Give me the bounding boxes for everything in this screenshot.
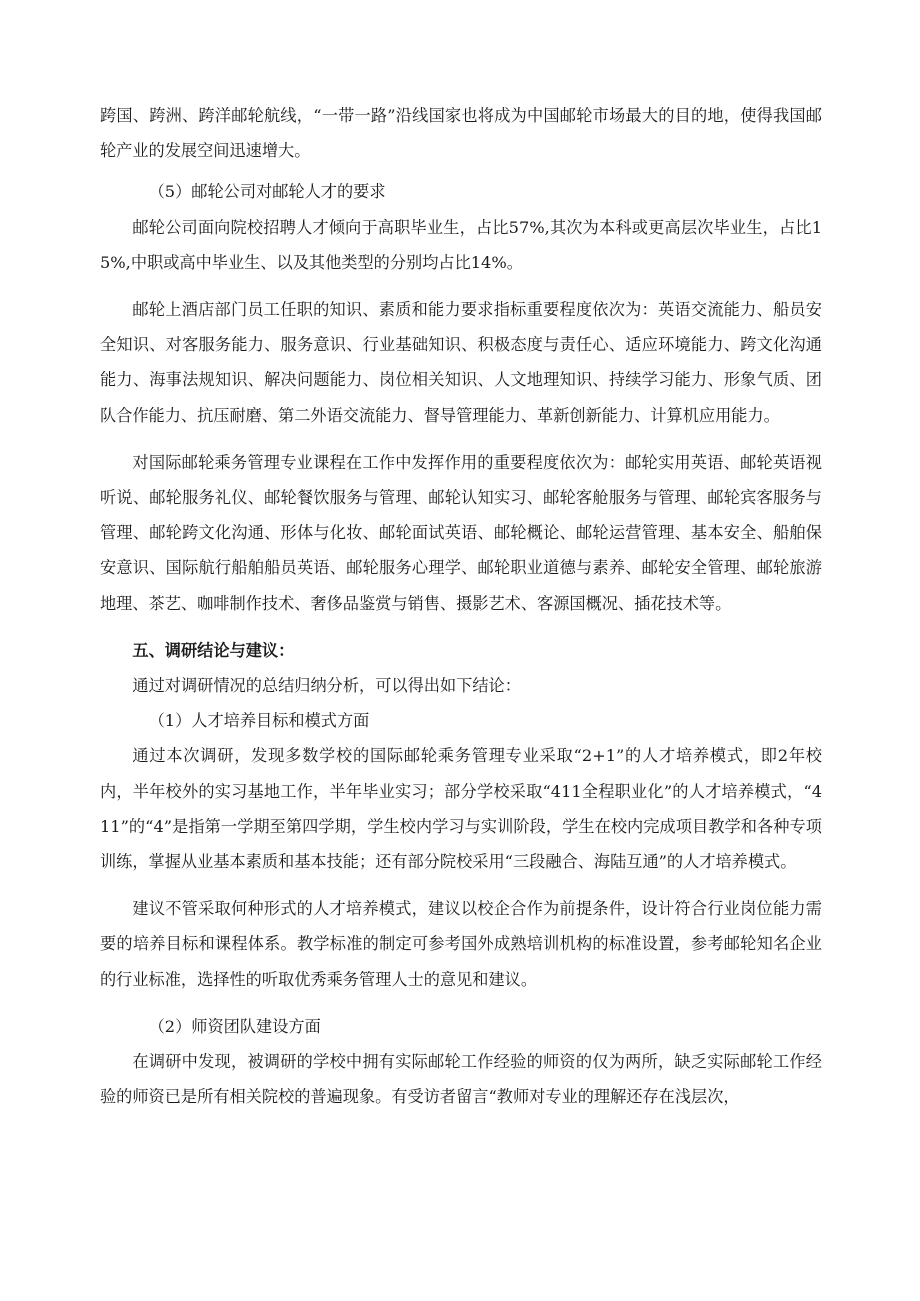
section-heading-5: 五、调研结论与建议：	[132, 640, 295, 660]
paragraph-competencies: 邮轮上酒店部门员工任职的知识、素质和能力要求指标重要程度依次为：英语交流能力、船员安全知识、对客服务能力、服务意识、行业基础知识、积极态度与责任心、适应环境能力、跨文化沟通能力、海事法规知识、解决问题能力、岗位相关知识、人文地理知识、持续学习能力、形象气质、团队合作能力、抗压耐磨、第二外语交流能力、督导管理能力、革新创新能力、计算机应用能力。	[100, 300, 822, 425]
paragraph-conclusion-intro: 通过对调研情况的总结归纳分析，可以得出如下结论：	[132, 676, 521, 696]
paragraph-faculty: 在调研中发现，被调研的学校中拥有实际邮轮工作经验的师资的仅为两所，缺乏实际邮轮工作经验的师资已是所有相关院校的普遍现象。有受访者留言“教师对专业的理解还存在浅层次，	[100, 1052, 822, 1107]
paragraph-recruitment: 邮轮公司面向院校招聘人才倾向于高职毕业生，占比57%,其次为本科或更高层次毕业生，占比15%,中职或高中毕业生、以及其他类型的分别均占比14%。	[100, 217, 822, 272]
paragraph-courses: 对国际邮轮乘务管理专业课程在工作中发挥作用的重要程度依次为：邮轮实用英语、邮轮英语视听说、邮轮服务礼仪、邮轮餐饮服务与管理、邮轮认知实习、邮轮客舱服务与管理、邮轮宾客服务与管理、邮轮跨文化沟通、形体与化妆、邮轮面试英语、邮轮概论、邮轮运营管理、基本安全、船舶保安意识、国际航行船舶船员英语、邮轮服务心理学、邮轮职业道德与素养、邮轮安全管理、邮轮旅游地理、茶艺、咖啡制作技术、奢侈品鉴赏与销售、摄影艺术、客源国概况、插花技术等。	[100, 452, 822, 613]
subsection-title-5: （5）邮轮公司对邮轮人才的要求	[148, 182, 386, 202]
subsection-title-1: （1）人才培养目标和模式方面	[148, 711, 370, 731]
document-page	[100, 98, 822, 1114]
paragraph-recommendation: 建议不管采取何种形式的人才培养模式，建议以校企合作为前提条件，设计符合行业岗位能力需要的培养目标和课程体系。教学标准的制定可参考国外成熟培训机构的标准设置，参考邮轮知名企业的行业标准，选择性的听取优秀乘务管理人士的意见和建议。	[100, 899, 822, 989]
paragraph-training-model: 通过本次调研，发现多数学校的国际邮轮乘务管理专业采取“2+1”的人才培养模式，即2年校内，半年校外的实习基地工作，半年毕业实习；部分学校采取“411全程职业化”的人才培养模式，“411”的“4”是指第一学期至第四学期，学生校内学习与实训阶段，学生在校内完成项目教学和各种专项训练，掌握从业基本素质和基本技能；还有部分院校采用“三段融合、海陆互通”的人才培养模式。	[100, 746, 822, 872]
subsection-title-2: （2）师资团队建设方面	[148, 1016, 321, 1036]
paragraph-continuation: 跨国、跨洲、跨洋邮轮航线，“一带一路”沿线国家也将成为中国邮轮市场最大的目的地，使得我国邮轮产业的发展空间迅速增大。	[100, 106, 822, 161]
